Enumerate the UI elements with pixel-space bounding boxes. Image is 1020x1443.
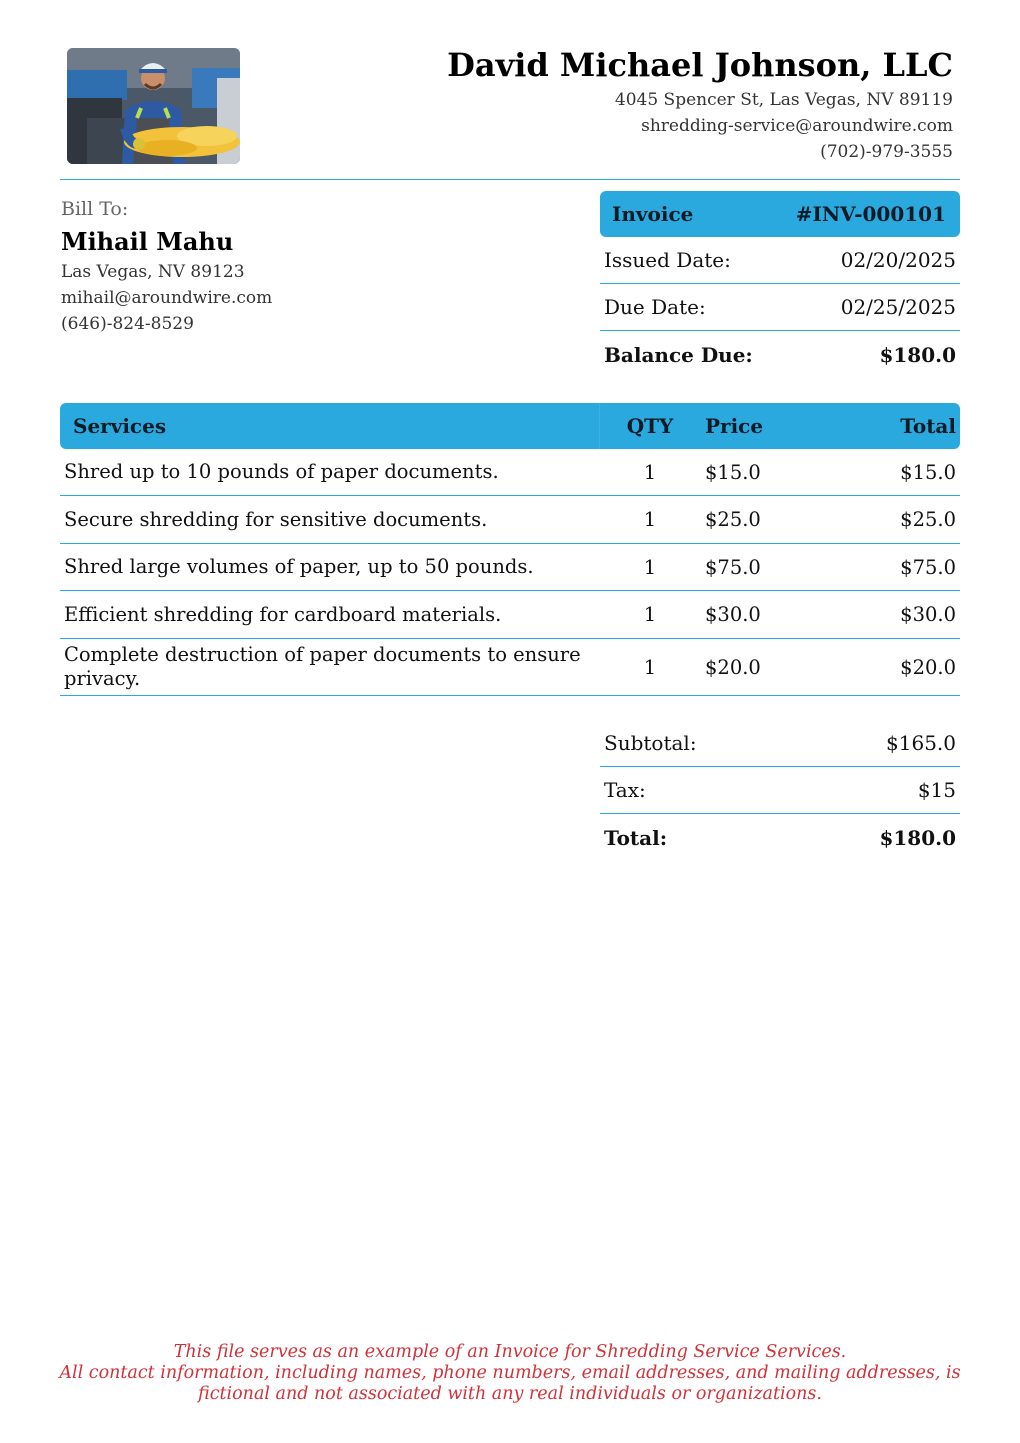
due-date-label: Due Date: — [604, 295, 706, 319]
disclaimer-line-1: This file serves as an example of an Invoice for Shredding Service Services. — [173, 1342, 847, 1362]
client-email: mihail@aroundwire.com — [61, 288, 273, 308]
company-address: 4045 Spencer St, Las Vegas, NV 89119 — [614, 90, 953, 110]
company-email: shredding-service@aroundwire.com — [641, 116, 953, 136]
disclaimer — [0, 1342, 1020, 1405]
services-header — [60, 403, 960, 449]
service-qty: 1 — [643, 460, 657, 484]
balance-due-label: Balance Due: — [604, 342, 753, 367]
services-table — [60, 403, 960, 696]
service-total: $25.0 — [900, 508, 956, 531]
subtotal-value: $165.0 — [886, 731, 956, 755]
client-name: Mihail Mahu — [61, 227, 234, 256]
total-row — [600, 814, 960, 861]
invoice-number: #INV-000101 — [795, 202, 946, 226]
header-divider — [60, 179, 960, 180]
due-date-row — [600, 284, 960, 331]
table-row — [60, 591, 960, 639]
subtotal-row — [600, 720, 960, 767]
client-phone: (646)-824-8529 — [61, 314, 194, 334]
tax-row — [600, 767, 960, 814]
service-description: Complete destruction of paper documents to ensure privacy. — [64, 643, 581, 690]
table-row — [60, 449, 960, 496]
company-name: David Michael Johnson, LLC — [447, 46, 953, 84]
header-total: Total — [900, 414, 956, 438]
service-qty: 1 — [643, 603, 657, 626]
invoice-meta-table — [600, 191, 960, 378]
service-description: Shred up to 10 pounds of paper documents. — [64, 460, 499, 483]
invoice-label: Invoice — [612, 202, 694, 226]
disclaimer-line-3: fictional and not associated with any real individuals or organizations. — [198, 1384, 822, 1404]
service-description: Secure shredding for sensitive documents. — [64, 507, 488, 531]
service-description: Efficient shredding for cardboard materials. — [64, 602, 502, 626]
balance-due-row — [600, 331, 960, 378]
service-total: $15.0 — [900, 460, 956, 484]
company-phone: (702)-979-3555 — [820, 142, 953, 162]
total-label: Total: — [604, 825, 668, 850]
service-price: $25.0 — [705, 508, 761, 531]
service-total: $30.0 — [900, 603, 956, 626]
service-total: $75.0 — [900, 555, 956, 579]
service-price: $75.0 — [705, 555, 761, 579]
service-price: $20.0 — [705, 655, 761, 679]
tax-label: Tax: — [604, 778, 646, 802]
company-photo — [67, 48, 240, 164]
balance-due-value: $180.0 — [879, 342, 956, 367]
service-total: $20.0 — [900, 655, 956, 679]
header-qty: QTY — [626, 414, 674, 438]
table-row — [60, 544, 960, 591]
service-qty: 1 — [643, 508, 657, 531]
service-price: $30.0 — [705, 603, 761, 626]
header-price: Price — [705, 414, 764, 438]
issued-date-label: Issued Date: — [604, 248, 731, 272]
issued-date-value: 02/20/2025 — [840, 248, 956, 272]
due-date-value: 02/25/2025 — [840, 295, 956, 319]
subtotal-label: Subtotal: — [604, 731, 697, 755]
totals-table — [600, 720, 960, 861]
service-qty: 1 — [643, 555, 657, 579]
issued-date-row — [600, 237, 960, 284]
total-value: $180.0 — [879, 825, 956, 850]
table-row — [60, 639, 960, 696]
service-qty: 1 — [643, 655, 657, 679]
service-description: Shred large volumes of paper, up to 50 pounds. — [64, 555, 534, 578]
disclaimer-line-2: All contact information, including names, phone numbers, email addresses, and mailing addresses, is — [59, 1363, 961, 1383]
bill-to-label: Bill To: — [61, 198, 129, 220]
client-address: Las Vegas, NV 89123 — [61, 262, 245, 282]
invoice-meta-header — [600, 191, 960, 237]
tax-value: $15 — [917, 778, 956, 802]
table-row — [60, 496, 960, 544]
service-price: $15.0 — [705, 460, 761, 484]
header-services: Services — [60, 403, 600, 449]
